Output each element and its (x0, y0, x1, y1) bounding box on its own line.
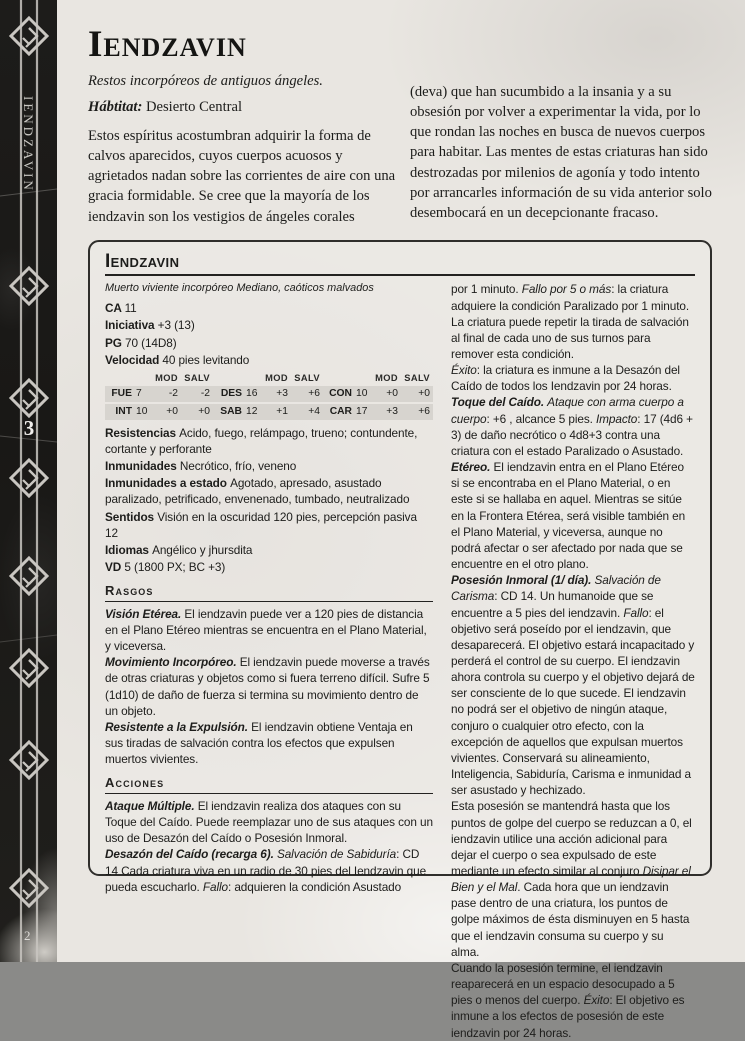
stat-block-columns (105, 276, 695, 1040)
stat-resistances: Resistencias Acido, fuego, relámpago, trueno; contundente, cortante y perforante (105, 425, 418, 457)
sidebar-chapter-number: 3 (23, 416, 35, 440)
habitat-line (88, 99, 400, 116)
trait-ethereal-sight: Visión Etérea. El iendzavin puede ver a 120 pies de distancia en el Plano Etéreo mientras se encuentra en el Plano Material, y viceversa. (105, 606, 427, 654)
stat-block-name: Iendzavin (105, 250, 695, 277)
page-content (57, 0, 745, 1040)
stat-challenge: VD 5 (1800 PX; BC +3) (105, 560, 226, 575)
stat-armor-class: CA 11 (105, 301, 137, 316)
intro-right-column (410, 26, 712, 227)
intro-section (88, 26, 712, 227)
stat-block-right-column (451, 281, 695, 1040)
habitat-value: Desierto Central (145, 99, 243, 115)
habitat-label: Hábtitat: (88, 99, 143, 115)
stat-condition-immunities: Inmunidades a estado Agotado, apresado, asustado paralizado, petrificado, envenenado, tumbado, neutralizado (105, 476, 410, 507)
possession-continuation-2: Cuando la posesión termine, el iendzavin reaparecerá en un espacio desocupado a 5 pies o menos del cuerpo. Éxito: El objetivo es inmune a los efectos de posesión de este iendzavin por 24 horas. (451, 960, 685, 1040)
intro-left-column (88, 26, 400, 227)
action-immoral-possession: Posesión Inmoral (1/ día). Salvación de Carisma: CD 14. Un humanoide que se encuentre a 5 pies del iendzavin. Fallo: el objetivo será poseído por el iendzavin, que desaparecerá. El objetivo estará incapacitado y perderá el control de su cuerpo. El iendzavin ahora controla su cuerpo y el objetivo dejará de ser consciente de lo que sucede. El iendzavin no podrá ser el objetivo de ningún ataque, conjuro o cualquier otro efecto, con la excepción de aquellos que expulsan muertos vivientes. Conservará su alineamiento, Inteligencia, Sabiduría, Carisma e inmunidad a ser asustado y hechizado. (451, 573, 695, 798)
trait-turn-resistance: Resistente a la Expulsión. El iendzavin obtiene Ventaja en sus tiradas de salvación contra los efectos que expulsen muertos vivientes. (105, 719, 413, 767)
ability-row-1: FUE 7 -2 -2 DES 16 +3 +6 CON 10 +0 +0 (105, 386, 433, 402)
action-fallen-touch: Toque del Caído. Ataque con arma cuerpo a cuerpo: +6 , alcance 5 pies. Impacto: 17 (4d6 + 3) de daño necrótico o 4d8+3 contra una criatura con el estado Paralizado o Asustado. (451, 395, 693, 458)
ability-table (105, 372, 433, 420)
ability-table-header: MOD SALV MOD SALV MOD SALV (155, 372, 430, 383)
action-multiattack: Ataque Múltiple. El iendzavin realiza dos ataques con su Toque del Caído. Puede reemplazar uno de sus ataques con un uso de Desazón del Caído o Posesión Inmoral. (105, 799, 433, 846)
continuation-paragraph-1: por 1 minuto. Fallo por 5 o más: la criatura adquiere la condición Paralizado por 1 minuto. (451, 282, 690, 313)
action-desolation: Desazón del Caído (recarga 6). Salvación de Sabiduría: CD 14 Cada criatura viva en un radio de 30 pies del Iendzavin que pueda escucharlo. Fallo: adquieren la condición Asustado (105, 847, 427, 894)
stat-block (88, 240, 712, 1040)
stat-block-left-column (105, 281, 433, 1040)
intro-paragraph-right: (deva) que han sucumbido a la insania y a su obsesión por volver a experimentar la vida, por lo que rondan las noches en busca de nuevos cuerpos para habitar. Las mentes de estas criaturas han sido destrozadas por milenios de agonía y todo intento por arrancarles información de su vida anterior solo desembocará en un decepcionante fracaso. (410, 84, 712, 221)
possession-continuation-1: Esta posesión se mantendrá hasta que los puntos de golpe del cuerpo se reduzcan a 0, el iendzavin utilice una acción adicional para dejar el cuerpo o sea expulsado de este mediante un efecto similar al conjuro Disipar el Bien y el Mal. Cada hora que un iendzavin pase dentro de una criatura, los puntos de golpe máximos de ésta disminuyen en 5 hasta que el iendzavin consuma su cuerpo y su alma. (451, 799, 692, 959)
continuation-paragraph-3: Éxito: la criatura es inmune a la Desazón del Caído de todos los Iendzavin por 24 horas. (451, 363, 680, 394)
sidebar-spine (0, 0, 57, 962)
section-heading-actions: Acciones (105, 775, 433, 794)
intro-paragraph-left: Estos espíritus acostumbran adquirir la forma de calvos aparecidos, cuyos cuerpos acuosos y agrietados nadan sobre las corrientes de aire con una gracia formidable. Se cree que la mayoría de los iendzavin son los vestigios de ángeles corales (88, 128, 396, 225)
creature-type-line: Muerto viviente incorpóreo Mediano, caóticos malvados (105, 282, 374, 295)
ability-row-2: INT 10 +0 +0 SAB 12 +1 +4 CAR 17 +3 +6 (105, 404, 433, 420)
action-etherealness: Etéreo. El iendzavin entra en el Plano Etéreo si se encontraba en el Plano Material, o en este si se hallaba en aquel. Mientras se sitúe en la Frontera Etérea, será visible también en el Plano Material, y viceversa, aunque no podrá afectar o ser afectado por nada que se encuentre en el otro plano. (451, 460, 686, 572)
section-heading-traits: Rasgos (105, 583, 433, 602)
stat-initiative: Iniciativa +3 (13) (105, 318, 195, 333)
flavor-subtitle: Restos incorpóreos de antiguos ángeles. (88, 73, 323, 89)
stat-immunities: Inmunidades Necrótico, frío, veneno (105, 459, 297, 474)
stat-hit-points: PG 70 (14D8) (105, 335, 177, 350)
creature-title: Iendzavin (88, 24, 247, 65)
stat-senses: Sentidos Visión en la oscuridad 120 pies, percepción pasiva 12 (105, 509, 417, 540)
sidebar-spine-title: IENDZAVIN (21, 96, 36, 193)
stat-speed: Velocidad 40 pies levitando (105, 352, 250, 367)
stat-languages: Idiomas Angélico y jhursdita (105, 542, 253, 557)
page-number: 2 (24, 928, 31, 943)
trait-incorporeal-movement: Movimiento Incorpóreo. El iendzavin puede moverse a través de otras criaturas y objetos como si fuera terreno difícil. Sufre 5 (1d10) de daño de fuerza si termina su movimiento dentro de un objeto. (105, 655, 430, 718)
continuation-paragraph-2: La criatura puede repetir la tirada de salvación al final de cada uno de sus turnos para remover esta condición. (451, 314, 689, 361)
